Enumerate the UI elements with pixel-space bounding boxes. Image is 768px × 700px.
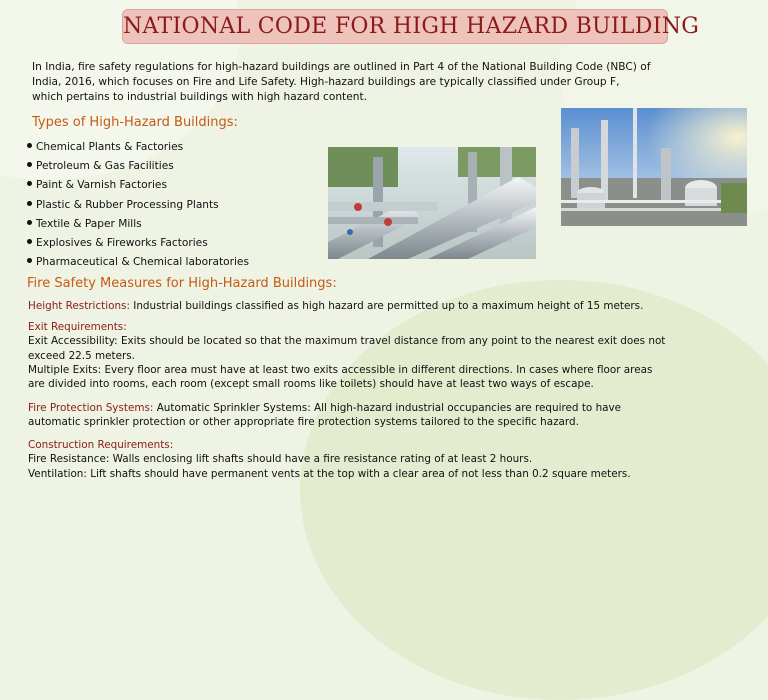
exit-section [28,320,668,391]
bullet-icon [27,143,32,148]
height-text: Industrial buildings classified as high hazard are permitted up to a maximum height of 15 meters. [129,300,644,312]
exit-label: Exit Requirements: [28,321,127,333]
page-title: NATIONAL CODE FOR HIGH HAZARD BUILDING [123,14,700,39]
list-item: Petroleum & Gas Facilities [27,159,249,178]
list-item: Plastic & Rubber Processing Plants [27,198,249,217]
list-item: Paint & Varnish Factories [27,178,249,197]
title-banner [122,9,700,44]
bullet-icon [27,239,32,244]
fire-resistance-text: Fire Resistance: Walls enclosing lift shafts should have a fire resistance rating of at least 2 hours. [28,453,533,466]
ventilation-text: Ventilation: Lift shafts should have permanent vents at the top with a clear area of not less than 0.2 square meters. [28,467,631,480]
bullet-icon [27,201,32,206]
bullet-icon [27,220,32,225]
refinery-photo [561,108,747,226]
construction-section [28,438,668,481]
height-label: Height Restrictions: [28,300,130,312]
types-list [27,140,249,274]
exit-accessibility-text: Exit Accessibility: Exits should be located so that the maximum travel distance from any point to the nearest exit does not exceed 22.5 meters. [28,335,666,362]
intro-paragraph: In India, fire safety regulations for high-hazard buildings are outlined in Part 4 of the National Building Code (NBC) of India, 2016, which focuses on Fire and Life Safety. High-hazard buildings are typically classified under Group F, which pertains to industrial buildings with high hazard content. [32,61,651,103]
bullet-icon [27,181,32,186]
height-section [28,299,668,313]
types-heading: Types of High-Hazard Buildings: [32,115,238,130]
multiple-exits-text: Multiple Exits: Every floor area must have at least two exits accessible in different directions. In cases where floor areas are divided into rooms, each room (except small rooms like toilets) should have at least two ways of escape. [28,363,653,391]
bullet-icon [27,258,32,263]
list-item: Explosives & Fireworks Factories [27,236,249,255]
bullet-icon [27,162,32,167]
list-item: Textile & Paper Mills [27,217,249,236]
protection-text: Automatic Sprinkler Systems: All high-hazard industrial occupancies are required to have automatic sprinkler protection or other appropriate fire protection systems tailored to the specific hazard. [28,402,622,429]
protection-label: Fire Protection Systems: [28,402,154,414]
construction-label: Construction Requirements: [28,439,174,451]
protection-section [28,401,668,430]
list-item: Chemical Plants & Factories [27,140,249,159]
measures-heading: Fire Safety Measures for High-Hazard Buildings: [27,276,337,291]
list-item: Pharmaceutical & Chemical laboratories [27,255,249,274]
pipeline-photo [328,147,536,259]
